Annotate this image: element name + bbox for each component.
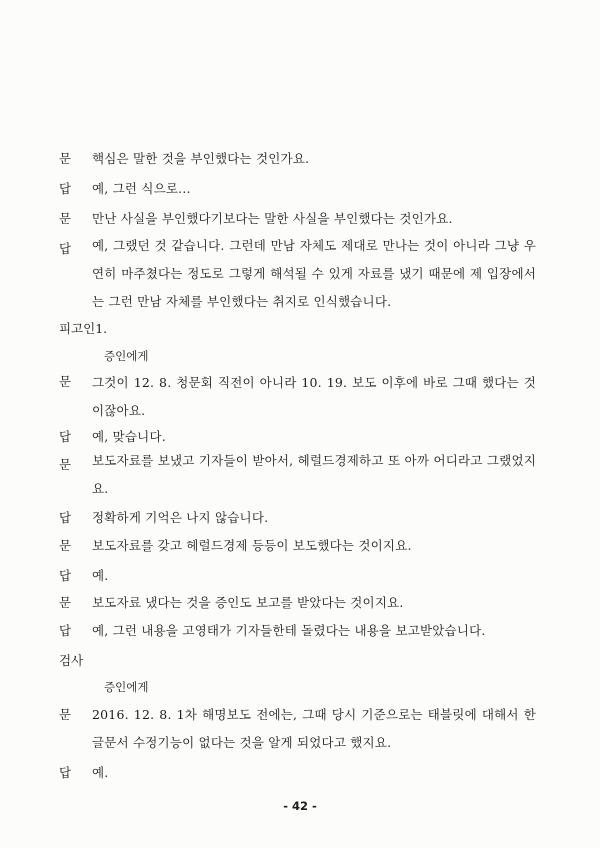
page-number: - 42 - — [283, 799, 317, 813]
answer-text: 예, 그런 내용을 고영태가 기자들한테 돌렸다는 내용을 보고받았습니다. — [92, 623, 486, 638]
section-heading: 피고인1. — [59, 321, 108, 336]
question-text: 핵심은 말한 것을 부인했다는 것인가요. — [92, 151, 310, 166]
answer-text: 예, 그런 식으로... — [92, 181, 191, 196]
question-text: 만난 사실을 부인했다기보다는 말한 사실을 부인했다는 것인가요. — [92, 211, 453, 226]
question-text: 보도자료를 보냈고 기자들이 받아서, 헤럴드경제하고 또 아까 어디라고 그랬었지요. — [92, 453, 536, 496]
question-marker: 문 — [59, 374, 72, 389]
question-marker: 문 — [59, 595, 72, 610]
question-marker: 문 — [59, 211, 72, 226]
question-text: 보도자료 냈다는 것을 증인도 보고를 받았다는 것이지요. — [92, 595, 404, 610]
answer-marker: 답 — [59, 241, 72, 256]
addressee-heading: 증인에게 — [104, 680, 149, 694]
answer-marker: 답 — [59, 510, 72, 525]
question-text: 보도자료를 갖고 헤럴드경제 등등이 보도했다는 것이지요. — [92, 538, 412, 553]
answer-marker: 답 — [59, 429, 72, 444]
answer-text: 예, 그랬던 것 같습니다. 그런데 만남 자체도 제대로 만나는 것이 아니라 그냥 우연히 마주쳤다는 정도로 그렇게 해석될 수 있게 자료를 냈기 때문에 제 입장에서는 그런 만남 자체를 부인했다는 취지로 인식했습니다. — [92, 238, 536, 309]
question-text: 그것이 12. 8. 청문회 직전이 아니라 10. 19. 보도 이후에 바로 그때 했다는 것이잖아요. — [92, 375, 536, 418]
answer-text: 예. — [92, 568, 109, 583]
answer-marker: 답 — [59, 623, 72, 638]
answer-text: 예, 맞습니다. — [92, 429, 166, 444]
section-heading: 검사 — [59, 653, 84, 668]
addressee-heading: 증인에게 — [104, 349, 149, 363]
answer-marker: 답 — [59, 181, 72, 196]
answer-marker: 답 — [59, 568, 72, 583]
answer-marker: 답 — [59, 765, 72, 780]
question-marker: 문 — [59, 151, 72, 166]
answer-text: 정확하게 기억은 나지 않습니다. — [92, 510, 269, 525]
question-marker: 문 — [59, 457, 72, 472]
question-text: 2016. 12. 8. 1차 해명보도 전에는, 그때 당시 기준으로는 태블릿에 대해서 한글문서 수정기능이 없다는 것을 알게 되었다고 했지요. — [92, 707, 536, 750]
question-marker: 문 — [59, 538, 72, 553]
answer-text: 예. — [92, 765, 109, 780]
question-marker: 문 — [59, 707, 72, 722]
